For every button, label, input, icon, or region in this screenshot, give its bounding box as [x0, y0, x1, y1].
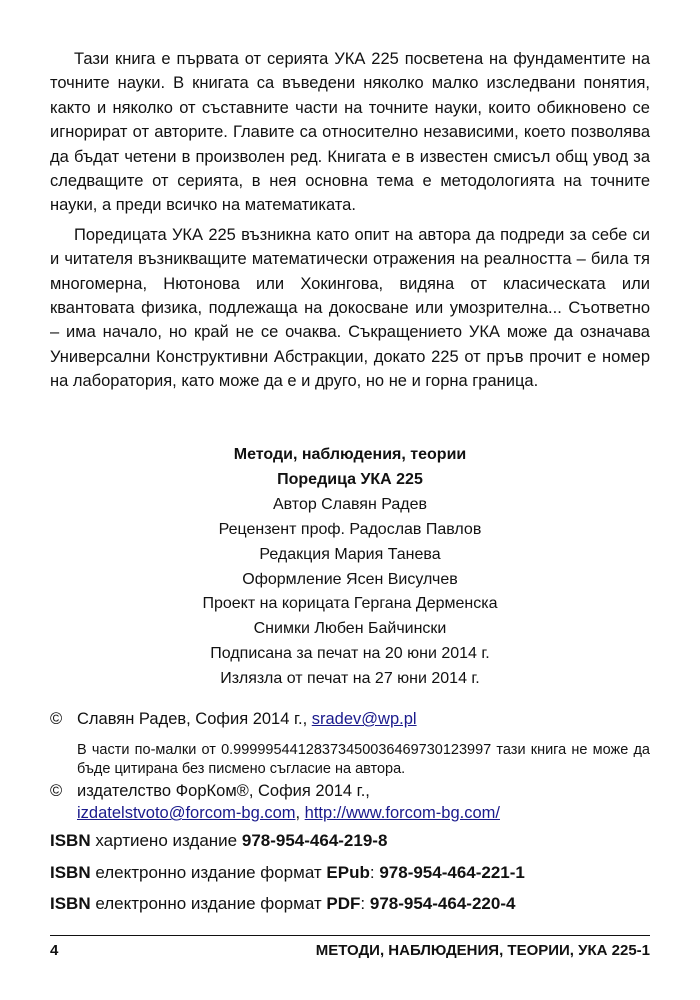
credit-reviewer: Рецензент проф. Радослав Павлов: [218, 520, 482, 538]
copyright-icon: ©: [50, 782, 63, 800]
link-separator: ,: [295, 804, 305, 822]
isbn-number: 978-954-464-220-4: [369, 894, 516, 913]
author-copyright: [50, 707, 417, 731]
series-name: Поредица УКА 225: [277, 470, 423, 488]
isbn-label: ISBN: [50, 863, 91, 882]
isbn-desc: електронно издание формат: [90, 894, 327, 913]
published-date: Излязла от печат на 27 юни 2014 г.: [220, 670, 480, 688]
author-copyright-text: Славян Радев, София 2014 г.,: [77, 710, 312, 728]
isbn-desc: електронно издание формат: [90, 863, 327, 882]
isbn-colon: :: [369, 863, 380, 882]
publisher-url-link[interactable]: http://www.forcom-bg.com/: [304, 804, 500, 822]
isbn-number: 978-954-464-219-8: [241, 831, 388, 850]
isbn-pdf: [50, 894, 515, 914]
intro-text: [50, 47, 650, 394]
credit-author: Автор Славян Радев: [272, 495, 428, 513]
footer-divider: [50, 935, 650, 936]
citation-note: В части по-малки от 0.99999544128373450036469730123997 тази книга не може да бъде цитирана без писмено съгласие на автора.: [77, 742, 650, 777]
isbn-format: EPub: [326, 863, 370, 882]
author-email-link[interactable]: sradev@wp.pl: [311, 710, 417, 728]
isbn-label: ISBN: [50, 894, 91, 913]
isbn-format: PDF: [326, 894, 361, 913]
credit-editor: Редакция Мария Танева: [259, 545, 441, 563]
book-title: Методи, наблюдения, теории: [233, 446, 467, 463]
isbn-print: [50, 831, 387, 851]
credit-design: Оформление Ясен Висулчев: [242, 570, 458, 588]
intro-paragraph-2: Поредицата УКА 225 възникна като опит на автора да подреди за себе си и читателя възникващите математически отражения на реалността – била тя многомерна, Нютонова или Хокингова, видяна от класическата или квантовата физика, подлежаща на докосване или умозрителна... Съответно – има начало, но край не се очаква. Съкращението УКА може да означава Универсални Конструктивни Абстракции, докато 225 от пръв прочит е номер на лаборатория, като може да е и друго, но не и горна граница.: [50, 225, 650, 391]
signed-for-print: Подписана за печат на 20 юни 2014 г.: [210, 645, 490, 663]
isbn-colon: :: [360, 894, 370, 913]
publisher-email-link[interactable]: izdatelstvoto@forcom-bg.com: [77, 804, 296, 822]
isbn-epub: [50, 863, 525, 883]
isbn-desc: хартиено издание: [90, 831, 242, 850]
credit-cover: Проект на корицата Гергана Дерменска: [202, 595, 498, 613]
isbn-label: ISBN: [50, 831, 91, 850]
credit-photos: Снимки Любен Байчински: [253, 620, 447, 638]
intro-paragraph-1: Тази книга е първата от серията УКА 225 посветена на фундаментите на точните науки. В книгата са въведени няколко малко изследвани понятия, както и няколко от съставните части на точните науки, които обикновено се игнорират от авторите. Главите са относително независими, което позволява да бъдат четени в произволен ред. Книгата е в известен смисъл общ увод за следващите от серията, в нея основна тема е методологията на точните науки, а преди всичко на математиката.: [50, 50, 650, 215]
running-title: МЕТОДИ, НАБЛЮДЕНИЯ, ТЕОРИИ, УКА 225-1: [315, 942, 650, 959]
copyright-icon: ©: [50, 710, 63, 728]
publisher-copyright: [50, 780, 500, 824]
isbn-number: 978-954-464-221-1: [379, 863, 525, 882]
publisher-copyright-text: издателство ФорКом®, София 2014 г.,: [77, 782, 370, 800]
page-number: 4: [50, 942, 59, 959]
colophon-credits: [50, 443, 650, 692]
